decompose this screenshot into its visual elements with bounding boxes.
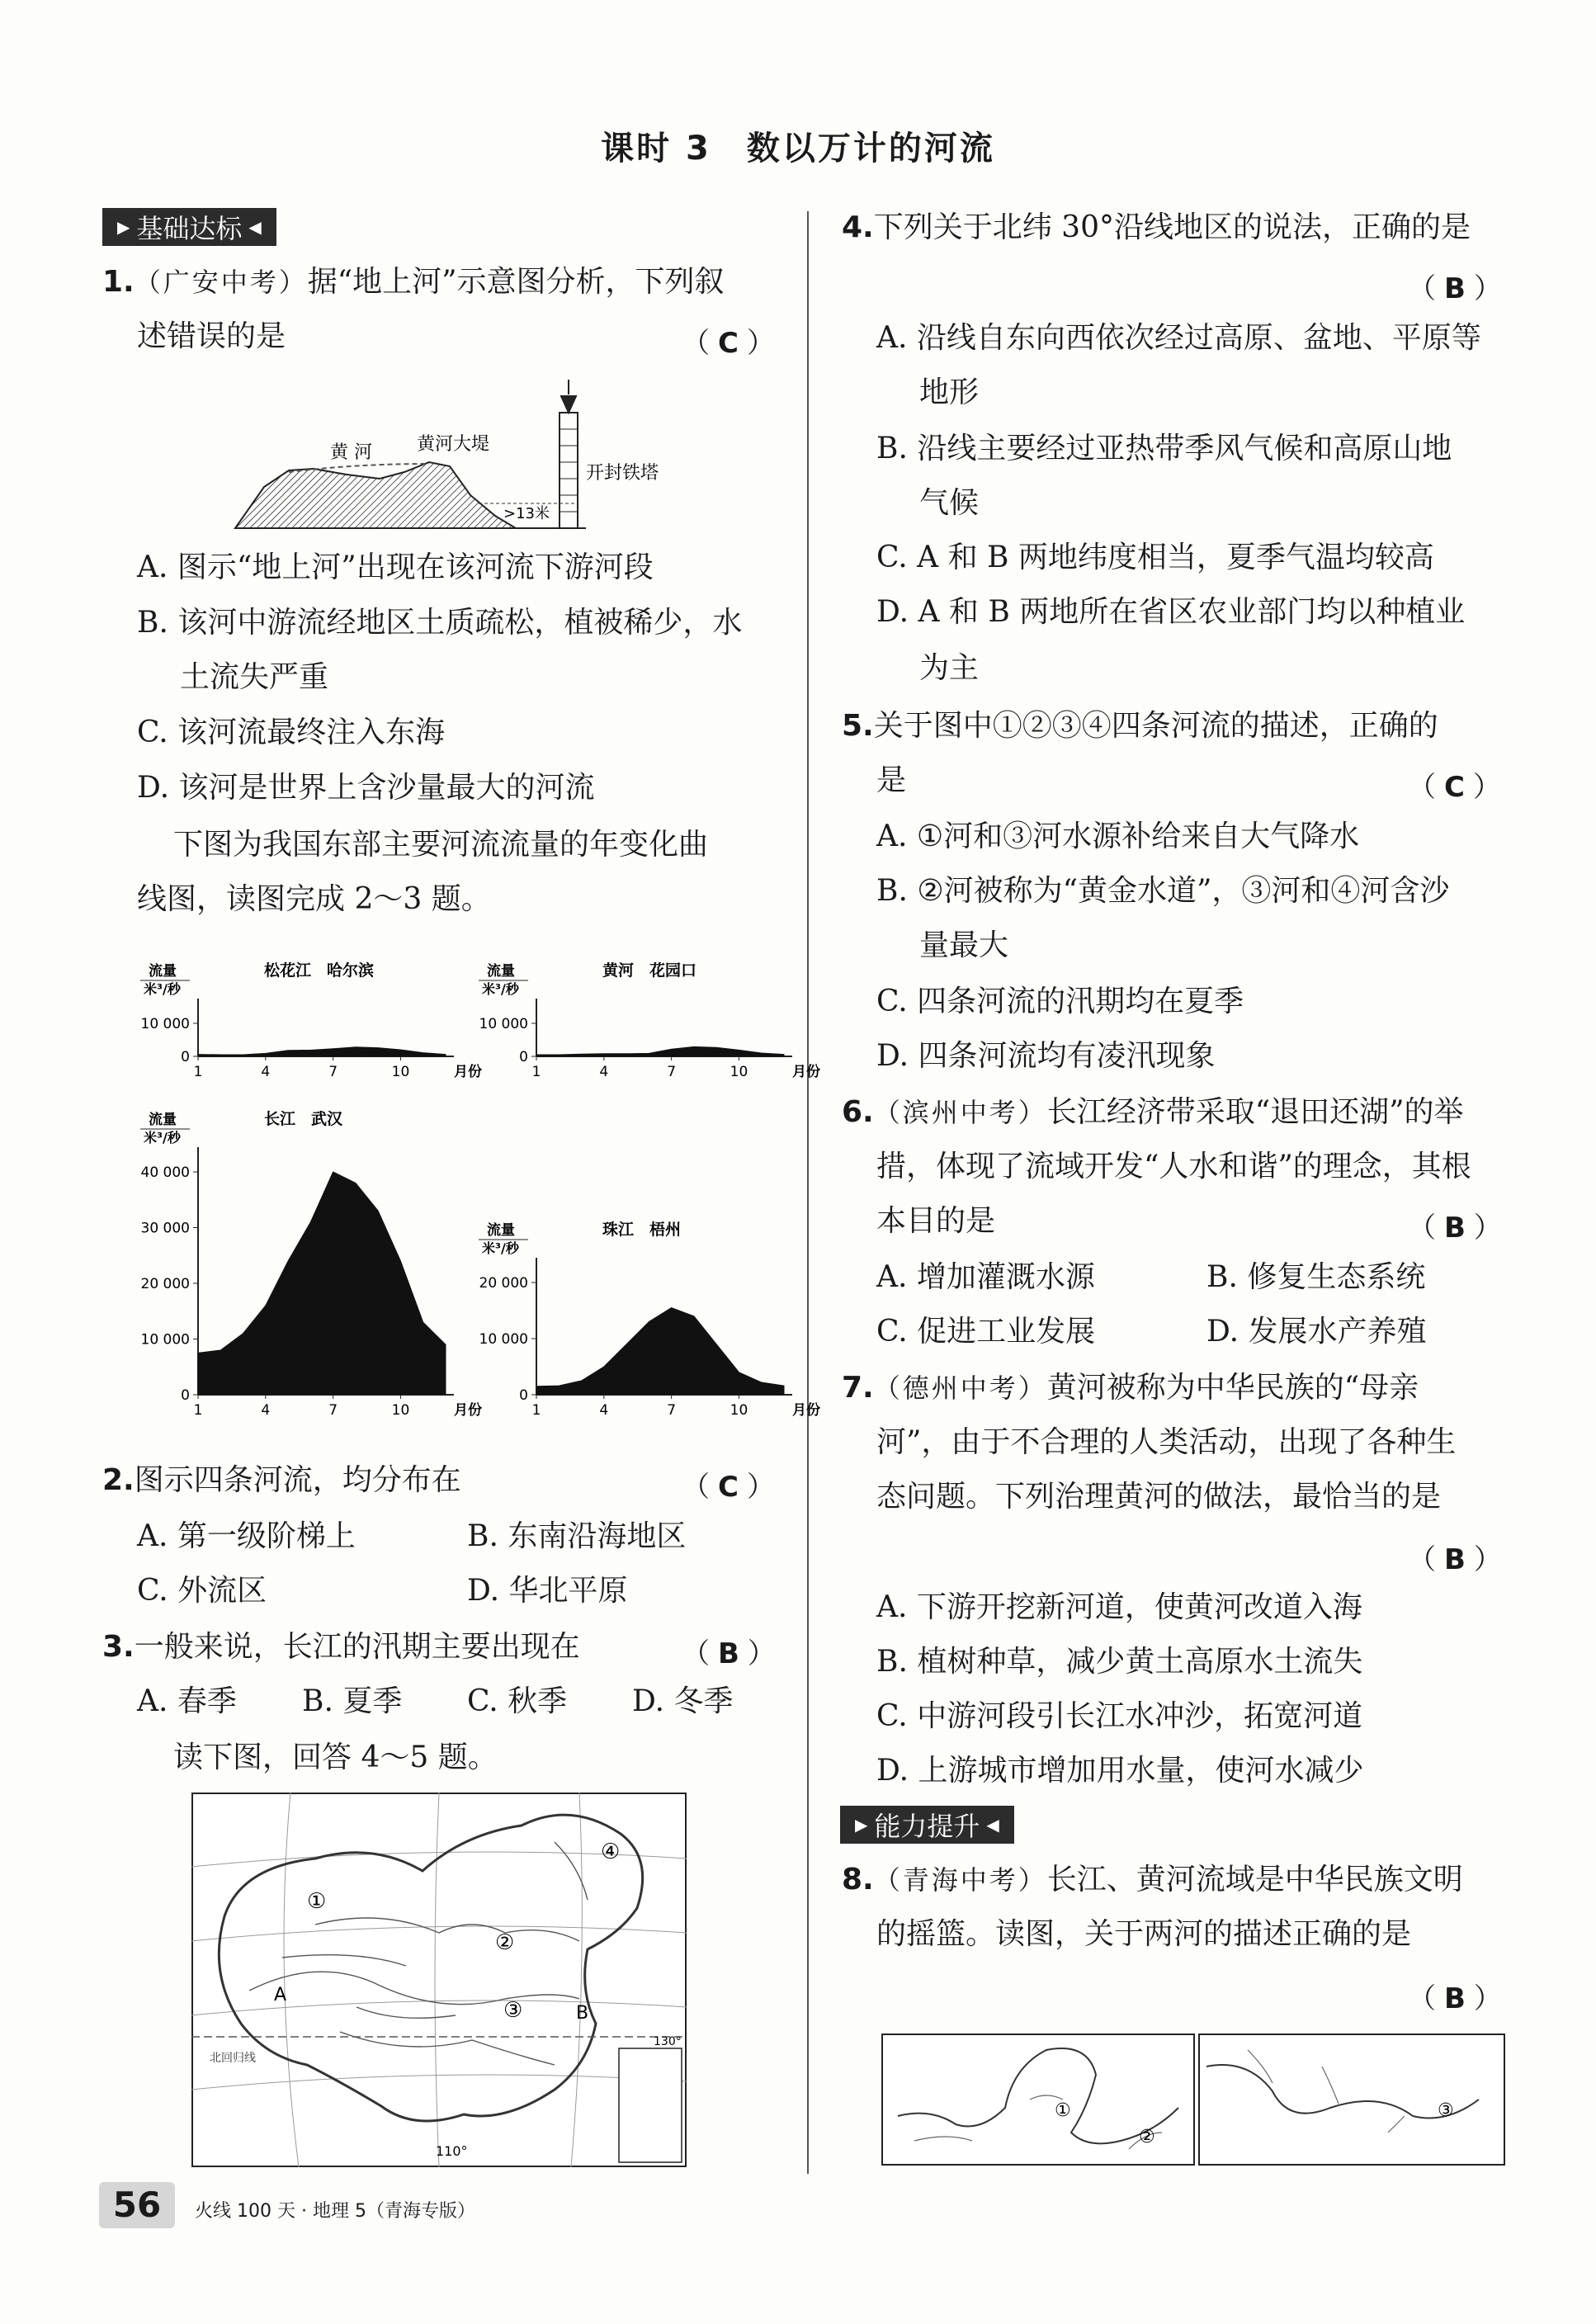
question-1-cont: 述错误的是 xyxy=(137,319,286,353)
map-river-3: ③ xyxy=(503,1998,523,2023)
option-6d: D. 发展水产养殖 xyxy=(1206,1315,1427,1349)
flow-area xyxy=(198,1172,446,1395)
option-5b-cont: 量最大 xyxy=(919,928,1009,962)
option-5b: B. ②河被称为“黄金水道”，③河和④河含沙 xyxy=(876,874,1450,908)
chart-title: 松花江 哈尔滨 xyxy=(264,961,375,980)
y-tick-label: 10 000 xyxy=(140,1016,190,1032)
option-4a-cont: 地形 xyxy=(919,376,980,409)
option-7a: A. 下游开挖新河道，使黄河改道入海 xyxy=(876,1590,1362,1624)
option-5a: A. ①河和③河水源补给来自大气降水 xyxy=(876,820,1360,853)
answer-8: （ B ） xyxy=(1408,1982,1502,2015)
chart-changjiang xyxy=(124,1110,482,1428)
question-4: 4.下列关于北纬 30°沿线地区的说法，正确的是 xyxy=(842,210,1471,244)
answer-7: （ B ） xyxy=(1408,1543,1502,1576)
map-river-label-1: ① xyxy=(1055,2100,1071,2121)
y-axis-label: 流量 xyxy=(149,1112,177,1128)
y-axis-unit: 米³/秒 xyxy=(144,981,181,997)
map-river-label-3: ③ xyxy=(1438,2100,1454,2121)
y-axis-unit: 米³/秒 xyxy=(482,981,519,997)
map-inset xyxy=(619,2048,682,2162)
option-1c: C. 该河流最终注入东海 xyxy=(137,716,446,749)
question-6-cont2: 本目的是 xyxy=(876,1204,996,1238)
y-axis-label: 流量 xyxy=(149,963,177,980)
y-tick-label: 0 xyxy=(519,1387,528,1404)
question-7-cont1: 河”，由于不合理的人类活动，出现了各种生 xyxy=(876,1425,1457,1459)
option-4d: D. A 和 B 两地所在省区农业部门均以种植业 xyxy=(876,595,1466,629)
question-7-cont2: 态问题。下列治理黄河的做法，最恰当的是 xyxy=(876,1480,1442,1514)
chart-title: 长江 武汉 xyxy=(264,1110,343,1128)
y-tick-label: 0 xyxy=(181,1387,190,1404)
option-4c: C. A 和 B 两地纬度相当，夏季气温均较高 xyxy=(876,541,1434,574)
y-tick-label: 30 000 xyxy=(140,1220,190,1237)
x-tick-label: 1 xyxy=(193,1402,203,1419)
answer-6: （ B ） xyxy=(1408,1212,1502,1245)
x-tick-label: 7 xyxy=(667,1402,677,1419)
section-label: 基础达标 xyxy=(136,213,243,244)
footer-text: 火线 100 天 · 地理 5（青海专版） xyxy=(195,2201,475,2222)
question-2: 2.图示四条河流，均分布在 xyxy=(102,1463,461,1497)
intro-2-3-cont: 线图，读图完成 2～3 题。 xyxy=(137,882,491,916)
map-river-4: ④ xyxy=(601,1840,621,1864)
y-tick-label: 10 000 xyxy=(140,1331,190,1349)
question-6: 6.（滨州中考）长江经济带采取“退田还湖”的举 xyxy=(842,1095,1464,1129)
answer-1: （ C ） xyxy=(682,327,775,360)
map-river-2: ② xyxy=(495,1930,515,1955)
map-lon-130: 130° xyxy=(654,2035,682,2048)
option-3a: A. 春季 xyxy=(137,1684,237,1718)
y-tick-label: 10 000 xyxy=(479,1331,528,1348)
yellow-river-diagram xyxy=(231,371,659,536)
section-label: 能力提升 xyxy=(874,1811,980,1842)
option-6a: A. 增加灌溉水源 xyxy=(876,1260,1095,1294)
question-7: 7.（德州中考）黄河被称为中华民族的“母亲 xyxy=(842,1371,1419,1405)
x-tick-label: 1 xyxy=(193,1064,203,1080)
x-tick-label: 7 xyxy=(328,1402,338,1419)
map-river-label-2: ② xyxy=(1139,2127,1155,2147)
option-5d: D. 四条河流均有凌汛现象 xyxy=(876,1039,1216,1073)
intro-2-3: 下图为我国东部主要河流流量的年变化曲 xyxy=(173,828,709,862)
yellow-river-map xyxy=(881,2034,1195,2166)
x-tick-label: 10 xyxy=(391,1402,410,1419)
x-tick-label: 1 xyxy=(531,1402,541,1419)
y-tick-label: 0 xyxy=(181,1049,190,1065)
question-5: 5.关于图中①②③④四条河流的描述，正确的 xyxy=(842,709,1438,743)
x-tick-label: 10 xyxy=(391,1064,410,1080)
option-2d: D. 华北平原 xyxy=(467,1574,628,1608)
x-tick-label: 4 xyxy=(599,1064,609,1080)
triangle-left-icon: ◀ xyxy=(248,217,262,237)
triangle-right-icon: ▶ xyxy=(117,217,130,237)
y-tick-label: 10 000 xyxy=(479,1016,528,1032)
option-4b: B. 沿线主要经过亚热带季风气候和高原山地 xyxy=(876,432,1452,465)
dike-cross-section xyxy=(235,462,516,528)
option-2b: B. 东南沿海地区 xyxy=(467,1519,687,1553)
intro-4-5: 读下图，回答 4～5 题。 xyxy=(173,1741,498,1774)
map-river-1: ① xyxy=(307,1889,327,1914)
chart-zhujiang xyxy=(462,1197,820,1428)
x-axis-label: 月份 xyxy=(792,1402,820,1419)
china-map xyxy=(191,1793,687,2167)
chart-title: 珠江 梧州 xyxy=(602,1221,682,1239)
option-2c: C. 外流区 xyxy=(137,1574,267,1608)
chart-huanghe xyxy=(462,941,820,1106)
y-tick-label: 0 xyxy=(519,1049,528,1065)
flow-area xyxy=(536,1046,784,1056)
chart-songhua xyxy=(124,941,482,1106)
triangle-right-icon: ▶ xyxy=(855,1815,868,1835)
option-6b: B. 修复生态系统 xyxy=(1206,1260,1426,1294)
section-badge-advanced xyxy=(840,1806,1014,1844)
question-8: 8.（青海中考）长江、黄河流域是中华民族文明 xyxy=(842,1863,1463,1897)
x-tick-label: 4 xyxy=(261,1402,271,1419)
option-4a: A. 沿线自东向西依次经过高原、盆地、平原等 xyxy=(876,321,1481,355)
chart-title: 黄河 花园口 xyxy=(602,961,697,980)
x-tick-label: 10 xyxy=(730,1064,748,1080)
tower-icon xyxy=(560,380,578,528)
triangle-left-icon: ◀ xyxy=(986,1815,999,1835)
y-axis-label: 流量 xyxy=(487,1222,515,1239)
option-7b: B. 植树种草，减少黄土高原水土流失 xyxy=(876,1645,1363,1679)
option-4b-cont: 气候 xyxy=(919,486,980,520)
y-axis-unit: 米³/秒 xyxy=(482,1240,519,1256)
x-axis-label: 月份 xyxy=(792,1064,820,1080)
map-tropic-label: 北回归线 xyxy=(210,2052,256,2065)
option-7c: C. 中游河段引长江水冲沙，拓宽河道 xyxy=(876,1699,1363,1733)
option-1b: B. 该河中游流经地区土质疏松，植被稀少，水 xyxy=(137,606,743,640)
option-3d: D. 冬季 xyxy=(632,1684,734,1718)
question-1: 1.（广安中考）据“地上河”示意图分析，下列叙 xyxy=(102,265,725,299)
x-tick-label: 4 xyxy=(599,1402,609,1419)
option-2a: A. 第一级阶梯上 xyxy=(137,1519,356,1553)
option-1b-cont: 土流失严重 xyxy=(180,660,329,694)
option-6c: C. 促进工业发展 xyxy=(876,1315,1096,1349)
answer-5: （ C ） xyxy=(1408,771,1501,804)
map-point-b: B xyxy=(576,2003,589,2024)
page-title: 课时 3 数以万计的河流 xyxy=(601,130,995,168)
label-tower: 开封铁塔 xyxy=(586,463,659,484)
option-4d-cont: 为主 xyxy=(919,651,980,685)
yangtze-river-map xyxy=(1198,2034,1505,2166)
label-dike: 黄河大堤 xyxy=(417,434,490,455)
map-point-a: A xyxy=(274,1985,287,2005)
x-tick-label: 4 xyxy=(261,1064,271,1080)
map-lon-110: 110° xyxy=(436,2143,468,2159)
y-tick-label: 40 000 xyxy=(140,1164,190,1181)
option-5c: C. 四条河流的汛期均在夏季 xyxy=(876,985,1244,1018)
option-3b: B. 夏季 xyxy=(302,1684,403,1718)
x-tick-label: 7 xyxy=(328,1064,338,1080)
answer-4: （ B ） xyxy=(1408,272,1502,305)
question-6-cont1: 措，体现了流域开发“人水和谐”的理念，其根 xyxy=(876,1150,1471,1183)
y-axis-label: 流量 xyxy=(487,963,515,980)
x-axis-label: 月份 xyxy=(454,1402,482,1419)
flow-area xyxy=(536,1308,784,1395)
x-axis-label: 月份 xyxy=(454,1064,482,1080)
option-1d: D. 该河是世界上含沙量最大的河流 xyxy=(137,771,595,805)
question-8-cont: 的摇篮。读图，关于两河的描述正确的是 xyxy=(876,1917,1412,1951)
section-badge-basic xyxy=(102,208,276,246)
x-tick-label: 10 xyxy=(730,1402,748,1419)
column-divider xyxy=(807,211,809,2174)
flow-area xyxy=(198,1047,446,1056)
y-tick-label: 20 000 xyxy=(479,1275,528,1292)
x-tick-label: 1 xyxy=(531,1064,541,1080)
page-number: 56 xyxy=(99,2182,175,2228)
x-tick-label: 7 xyxy=(667,1064,677,1080)
question-5-cont: 是 xyxy=(876,763,907,797)
label-river: 黄 河 xyxy=(330,442,372,463)
y-tick-label: 20 000 xyxy=(140,1276,190,1292)
answer-3: （ B ） xyxy=(682,1637,776,1670)
option-7d: D. 上游城市增加用水量，使河水减少 xyxy=(876,1754,1364,1788)
y-axis-unit: 米³/秒 xyxy=(144,1130,181,1145)
option-3c: C. 秋季 xyxy=(467,1684,568,1718)
answer-2: （ C ） xyxy=(682,1471,775,1504)
question-3: 3.一般来说，长江的汛期主要出现在 xyxy=(102,1630,580,1664)
label-height: >13米 xyxy=(503,505,550,522)
option-1a: A. 图示“地上河”出现在该河流下游河段 xyxy=(137,550,654,584)
